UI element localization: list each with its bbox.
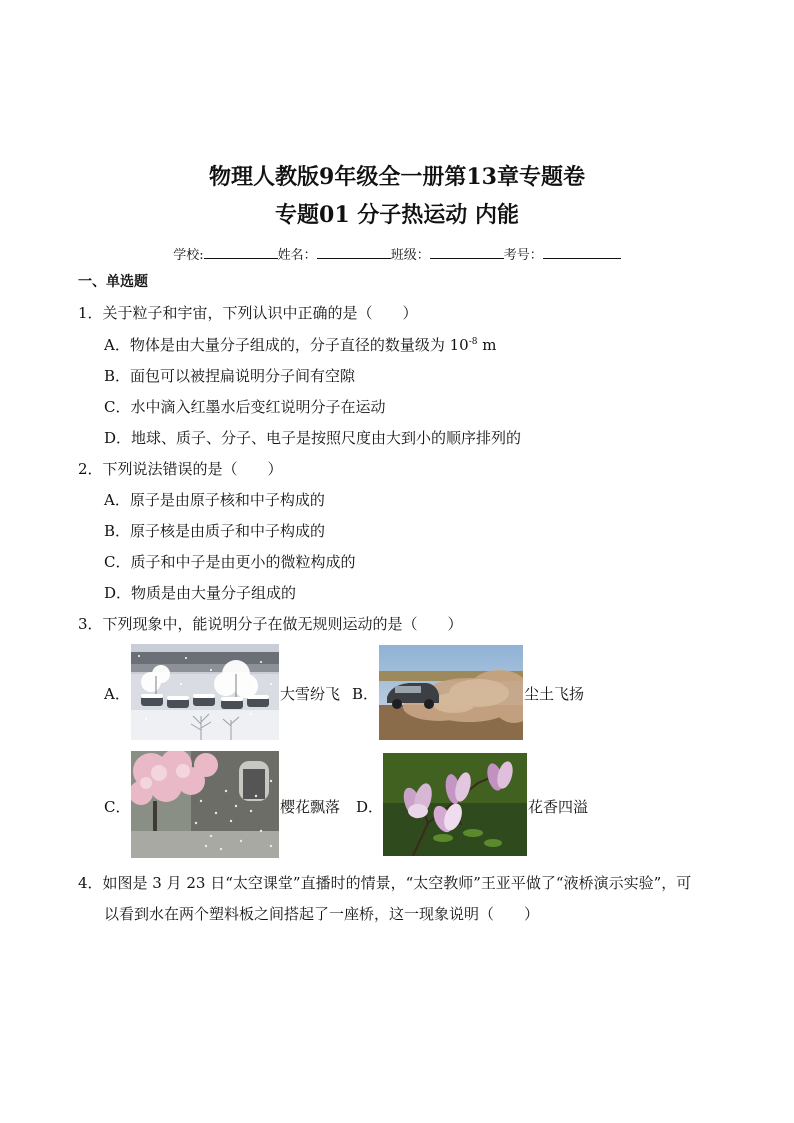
- school-label: 学校:: [173, 248, 204, 263]
- question-1-option-c: C．水中滴入红墨水后变红说明分子在运动: [104, 398, 386, 416]
- section-title: 一、单选题: [78, 274, 148, 290]
- question-1-option-a: A．物体是由大量分子组成的，分子直径的数量级为 $10^{-8}$ m: [104, 336, 497, 354]
- question-3-option-b-caption: 尘土飞扬: [524, 685, 585, 703]
- question-1-stem: 1．关于粒子和宇宙，下列认识中正确的是（ ）: [78, 304, 418, 322]
- page-title: 物理人教版9年级全一册第13章专题卷: [209, 164, 585, 190]
- page-subtitle: 专题01 分子热运动 内能: [275, 202, 519, 228]
- question-1-option-d: D．地球、质子、分子、电子是按照尺度由大到小的顺序排列的: [104, 429, 522, 447]
- question-4-stem-line-1: 4．如图是 3 月 23 日“太空课堂”直播时的情景，“太空教师”王亚平做了“液桥演示实验”，可: [78, 874, 692, 892]
- exam-no-blank: [543, 246, 621, 259]
- class-label: 班级：: [390, 248, 430, 263]
- question-2-option-a: A．原子是由原子核和中子构成的: [104, 491, 325, 509]
- student-info-line: [0, 244, 794, 263]
- name-blank: [317, 246, 391, 259]
- class-blank: [430, 246, 504, 259]
- question-2-option-d: D．物质是由大量分子组成的: [104, 584, 297, 602]
- question-4-stem-line-2: 以看到水在两个塑料板之间搭起了一座桥，这一现象说明（ ）: [104, 905, 540, 923]
- cherry-blossom-photo: [131, 751, 279, 858]
- question-3-option-b-letter: B．: [352, 685, 379, 703]
- question-1-option-b: B．面包可以被捏扁说明分子间有空隙: [104, 367, 356, 385]
- exam-no-label: 考号：: [503, 248, 543, 263]
- question-3-option-c-letter: C．: [104, 798, 131, 816]
- question-3-option-a-caption: 大雪纷飞: [280, 685, 341, 703]
- snow-photo: [131, 644, 279, 740]
- question-3-option-a-letter: A．: [104, 685, 130, 703]
- question-2-option-b: B．原子核是由质子和中子构成的: [104, 522, 326, 540]
- magnolia-photo: [383, 753, 527, 856]
- school-blank: [204, 246, 278, 259]
- dust-photo: [379, 645, 523, 740]
- question-3-option-c-caption: 樱花飘落: [280, 798, 341, 816]
- question-3-stem: 3．下列现象中，能说明分子在做无规则运动的是（ ）: [78, 615, 463, 633]
- name-label: 姓名：: [277, 248, 317, 263]
- question-2-option-c: C．质子和中子是由更小的微粒构成的: [104, 553, 356, 571]
- question-3-option-d-caption: 花香四溢: [528, 798, 589, 816]
- question-3-option-d-letter: D．: [356, 798, 384, 816]
- question-2-stem: 2．下列说法错误的是（ ）: [78, 460, 283, 478]
